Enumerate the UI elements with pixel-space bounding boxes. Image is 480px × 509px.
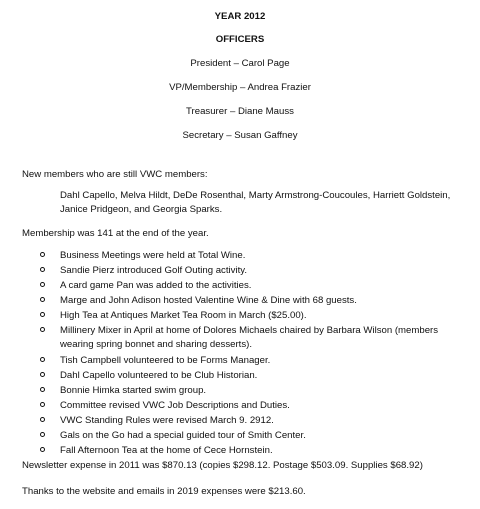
list-item: [0, 369, 480, 384]
bullet-icon: [40, 297, 45, 302]
list-item: [0, 324, 470, 354]
list-item: [0, 279, 480, 294]
document-title: YEAR 2012: [214, 11, 266, 22]
list-item: [0, 414, 480, 429]
officer-president: President – Carol Page: [190, 58, 290, 69]
list-item: [0, 444, 480, 459]
officer-treasurer: Treasurer – Diane Mauss: [186, 106, 294, 117]
bullet-icon: [40, 402, 45, 407]
bullet-icon: [40, 432, 45, 437]
list-item-text: Business Meetings were held at Total Wine.: [60, 250, 246, 261]
officer-secretary: Secretary – Susan Gaffney: [182, 130, 298, 141]
bullet-icon: [40, 417, 45, 422]
list-item-text: Tish Campbell volunteered to be Forms Manager.: [60, 355, 271, 366]
bullet-icon: [40, 312, 45, 317]
list-item: [0, 309, 480, 324]
list-item-text: Dahl Capello volunteered to be Club Historian.: [60, 370, 258, 381]
new-members-list: Dahl Capello, Melva Hildt, DeDe Rosenthal, Marty Armstrong-Coucoules, Harriett Goldstein, Janice Pridgeon, and Georgia Sparks.: [60, 190, 451, 215]
officers-heading: OFFICERS: [215, 34, 265, 45]
list-item: [0, 264, 480, 279]
list-item-text: High Tea at Antiques Market Tea Room in March ($25.00).: [60, 310, 307, 321]
new-members-heading: New members who are still VWC members:: [22, 169, 208, 180]
newsletter-expense: Newsletter expense in 2011 was $870.13 (copies $298.12. Postage $503.09. Supplies $68.92): [22, 460, 423, 471]
list-item: [0, 249, 480, 264]
list-item: [0, 294, 480, 309]
website-expense: Thanks to the website and emails in 2019 expenses were $213.60.: [22, 486, 306, 497]
bullet-icon: [40, 252, 45, 257]
bullet-icon: [40, 267, 45, 272]
list-item-text: Fall Afternoon Tea at the home of Cece Hornstein.: [60, 445, 273, 456]
bullet-icon: [40, 327, 45, 332]
list-item: [0, 354, 480, 369]
list-item-text: Marge and John Adison hosted Valentine Wine & Dine with 68 guests.: [60, 295, 357, 306]
list-item: [0, 399, 480, 414]
list-item: [0, 384, 480, 399]
officer-vp-membership: VP/Membership – Andrea Frazier: [169, 82, 311, 93]
events-list: [0, 249, 480, 459]
list-item-text: VWC Standing Rules were revised March 9. 2912.: [60, 415, 274, 426]
membership-count: Membership was 141 at the end of the year.: [22, 228, 209, 239]
list-item-text: Millinery Mixer in April at home of Dolores Michaels chaired by Barbara Wilson (members wearing spring bonnet and sharing desserts).: [60, 325, 439, 350]
list-item-text: Committee revised VWC Job Descriptions and Duties.: [60, 400, 290, 411]
bullet-icon: [40, 357, 45, 362]
list-item-text: Sandie Pierz introduced Golf Outing activity.: [60, 265, 247, 276]
bullet-icon: [40, 387, 45, 392]
bullet-icon: [40, 447, 45, 452]
bullet-icon: [40, 372, 45, 377]
list-item-text: Gals on the Go had a special guided tour of Smith Center.: [60, 430, 306, 441]
list-item: [0, 429, 480, 444]
list-item-text: A card game Pan was added to the activities.: [60, 280, 252, 291]
list-item-text: Bonnie Himka started swim group.: [60, 385, 207, 396]
bullet-icon: [40, 282, 45, 287]
